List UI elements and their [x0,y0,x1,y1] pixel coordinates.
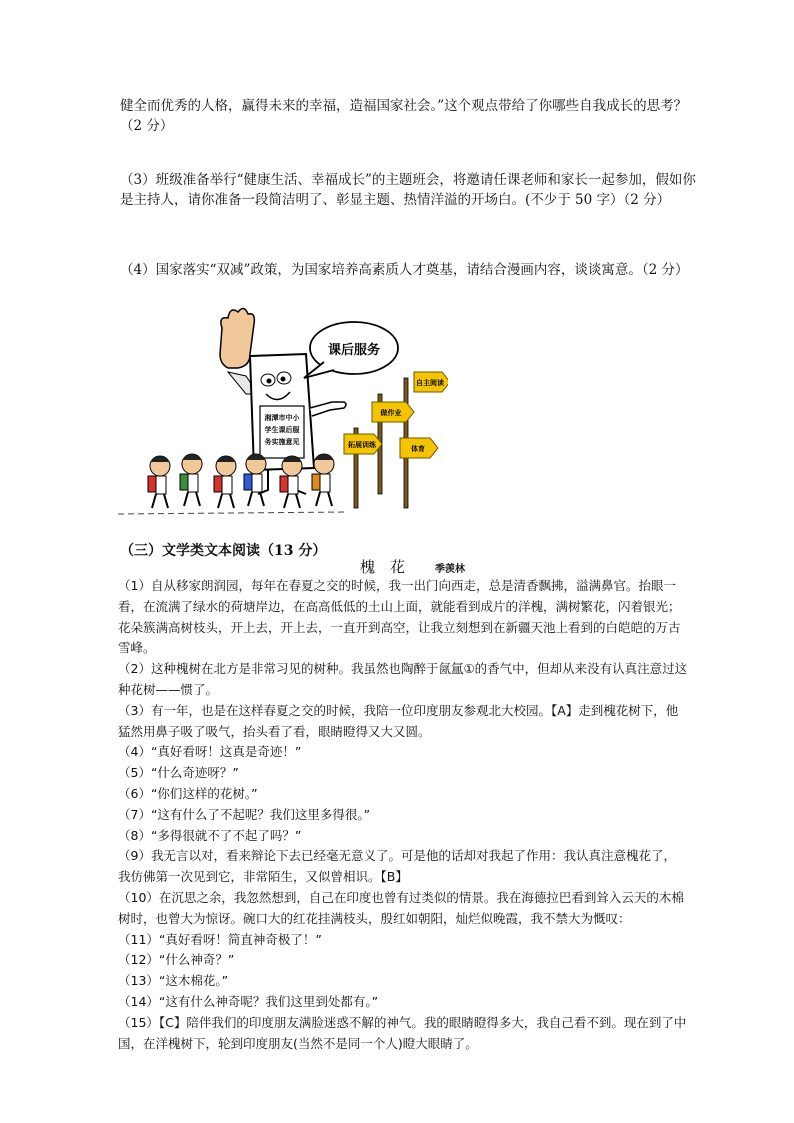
student-2 [180,454,202,506]
article-title-line [360,556,465,577]
paragraph-9: （9）我无言以对，看来辩论下去已经毫无意义了。可是他的话却对我起了作用：我认真注意槐花了，我仿佛第一次见到它，非常陌生，又似曾相识。【B】 [118,848,676,885]
paragraph-3: （3）有一年，也是在这样春夏之交的时候，我陪一位印度朋友参观北大校园。【A】走到槐花树下，他猛然用鼻子吸了吸气，抬头看了看，眼睛瞪得又大又圆。 [118,702,679,739]
ground-line [118,512,348,514]
paragraph-1: （1）自从移家朗润园，每年在春夏之交的时候，我一出门向西走，总是清香飘拂，溢满鼻官。抬眼一看，在流满了绿水的荷塘岸边，在高高低低的土山上面，就能看到成片的洋槐，满树繁花，闪着银光；花朵簇满高树枝头，开上去，开上去，一直开到高空，让我立刻想到在新疆天池上看到的白皑皑的万古雪峰。 [118,578,681,656]
question-4-text: （4）国家落实“双减”政策，为国家培养高素质人才奠基，请结合漫画内容，谈谈寓意。（2 分） [120,262,689,278]
paragraph-8: （8）“多得很就不了不起了吗？” [118,827,302,843]
paragraph-12: （12）“什么神奇？” [118,952,235,968]
sign-reading: 自主阅读 [416,379,444,387]
paragraph-14: （14）“这有什么神奇呢？我们这里到处都有。” [118,993,379,1009]
student-5 [280,456,302,508]
student-1 [148,456,170,508]
question-intro [120,96,700,136]
board-line-2: 学生课后服 [264,426,300,434]
paragraph-15: （15）【C】陪伴我们的印度朋友满脸迷惑不解的神气。我的眼睛瞪得多大，我自己看不到。现在到了中国，在洋槐树下，轮到印度朋友(当然不是同一个人)瞪大眼睛了。 [118,1014,687,1051]
sign-homework: 做作业 [380,409,402,417]
section-heading: （三）文学类文本阅读（13 分） [120,543,327,559]
double-reduction-cartoon [118,298,448,520]
article-title: 槐 花 [360,558,406,576]
question-3-text: （3）班级准备举行“健康生活、幸福成长”的主题班会，将邀请任课老师和家长一起参加，假如你是主持人，请你准备一段简洁明了、彰显主题、热情洋溢的开场白。(不少于 50 字）（2 分） [120,172,696,208]
bubble-text: 课后服务 [327,343,381,358]
question-3 [120,170,700,210]
paragraph-11: （11）“真好看呀！简直神奇极了！” [118,931,322,947]
question-4 [120,260,700,280]
paragraph-13: （13）“这木棉花。” [118,973,229,989]
article-body [118,576,688,1054]
sign-training: 拓展训练 [348,441,376,449]
signpost [344,372,448,508]
paragraph-5: （5）“什么奇迹呀？” [118,765,239,781]
board-line-3: 务实施意见 [264,438,300,446]
paragraph-10: （10）在沉思之余，我忽然想到，自己在印度也曾有过类似的情景。我在海德拉巴看到耸入云天的木棉树时，也曾大为惊讶。碗口大的红花挂满枝头，殷红如朝阳，灿烂似晚霞，我不禁大为慨叹： [118,889,684,926]
student-3 [214,456,236,508]
question-intro-text: 健全而优秀的人格，赢得未来的幸福，造福国家社会。”这个观点带给了你哪些自我成长的思考？（2 分） [120,98,688,134]
student-6 [312,454,334,506]
speech-bubble [304,322,398,378]
student-4 [244,454,266,506]
paragraph-4: （4）“真好看呀！这真是奇迹！” [118,744,302,760]
paragraph-7: （7）“这有什么了不起呢？我们这里多得很。” [118,806,371,822]
paragraph-2: （2）这种槐树在北方是非常习见的树种。我虽然也陶醉于氤氲①的香气中，但却从来没有认真注意过这种花树——惯了。 [118,661,688,697]
sign-sports: 体育 [411,445,425,453]
paragraph-6: （6）“你们这样的花树。” [118,785,258,801]
article-author: 季羡林 [435,564,466,575]
board-line-1: 湘潭市中小 [264,414,300,422]
